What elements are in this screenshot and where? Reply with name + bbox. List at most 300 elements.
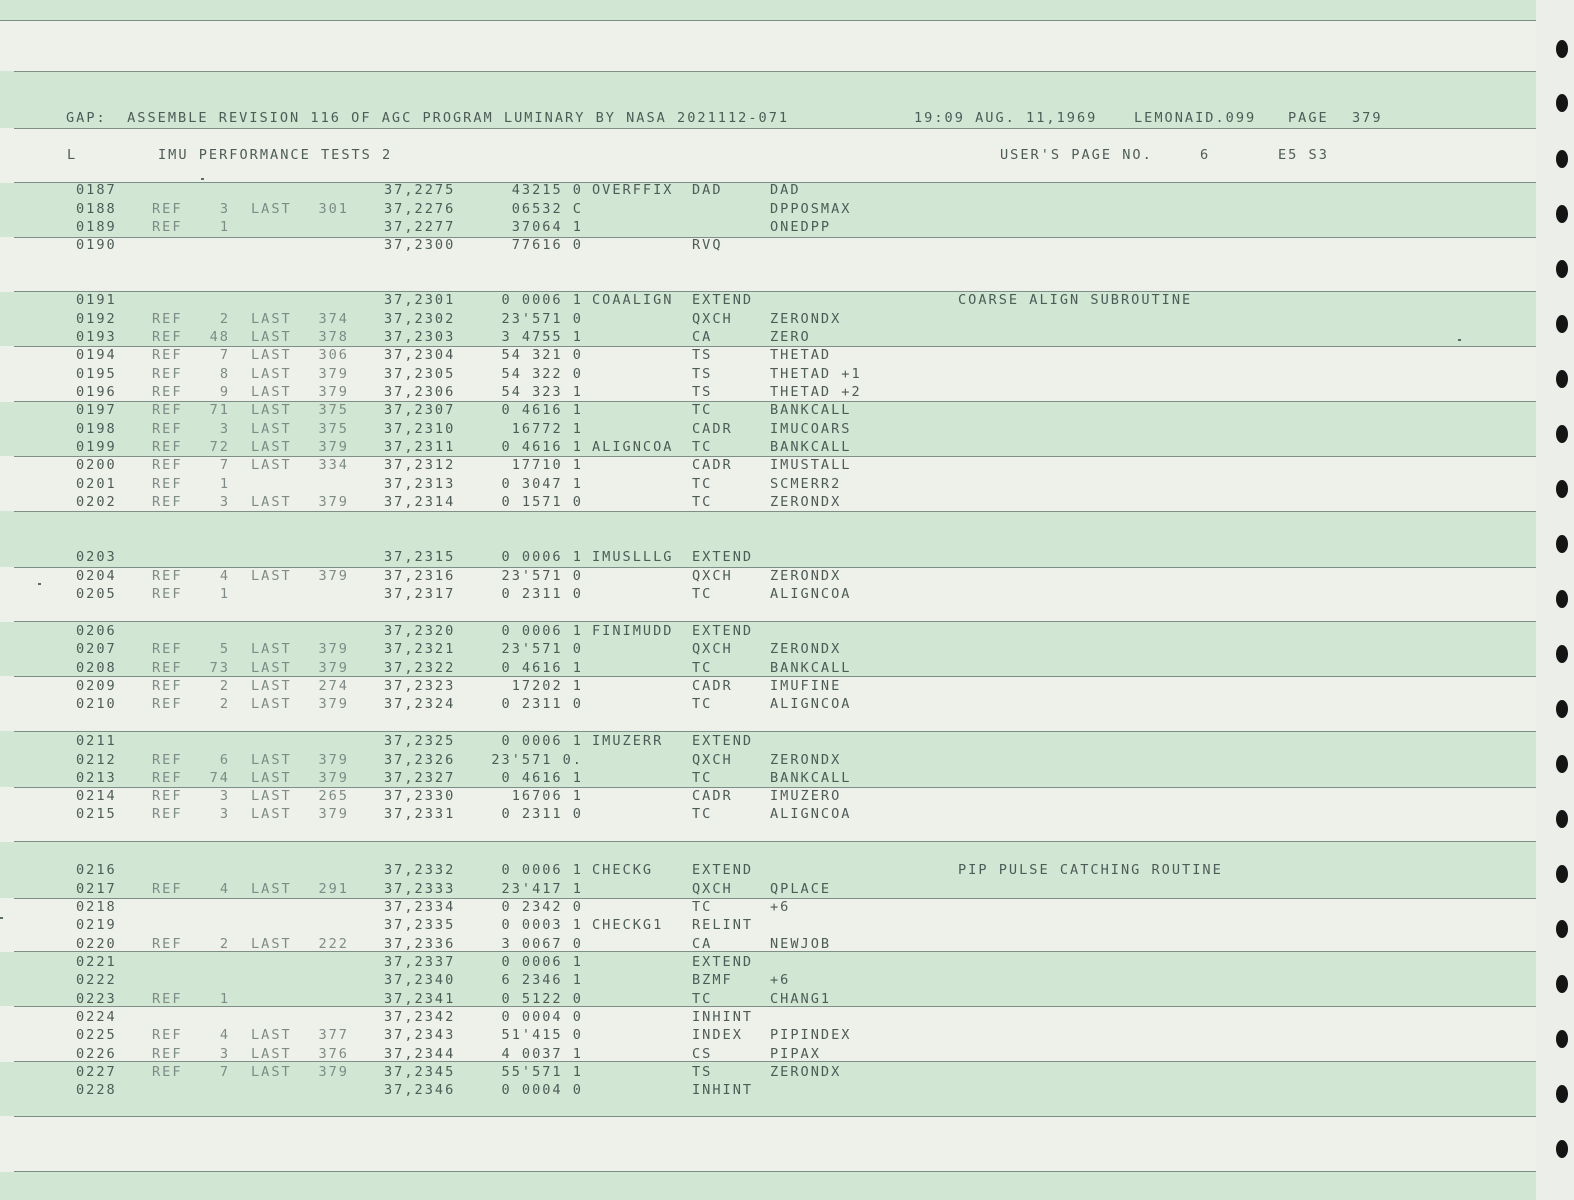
last-page: 379 xyxy=(318,806,349,822)
opcode: EXTEND xyxy=(692,292,754,308)
tractor-feed-strip xyxy=(1536,0,1574,1200)
line-number: 0187 xyxy=(76,182,117,198)
last-page: 376 xyxy=(318,1046,349,1062)
last-marker: LAST xyxy=(251,201,292,217)
line-number: 0218 xyxy=(76,899,117,915)
address: 37,2314 xyxy=(384,494,456,510)
object-code: 0 2311 0 xyxy=(501,696,583,712)
object-code: 23'417 1 xyxy=(501,881,583,897)
last-page: 291 xyxy=(318,881,349,897)
ref-marker: REF xyxy=(152,881,183,897)
object-code: 4 0037 1 xyxy=(501,1046,583,1062)
ref-count: 8 xyxy=(219,366,230,382)
opcode: CADR xyxy=(692,421,733,437)
line-number: 0211 xyxy=(76,733,117,749)
address: 37,2341 xyxy=(384,991,456,1007)
feed-hole xyxy=(1556,480,1568,498)
last-page: 379 xyxy=(318,1064,349,1080)
last-marker: LAST xyxy=(251,421,292,437)
green-bar xyxy=(0,183,1536,237)
green-bar xyxy=(0,622,1536,676)
last-marker: LAST xyxy=(251,752,292,768)
address: 37,2340 xyxy=(384,972,456,988)
ref-marker: REF xyxy=(152,402,183,418)
address: 37,2320 xyxy=(384,623,456,639)
object-code: 6 2346 1 xyxy=(501,972,583,988)
address: 37,2313 xyxy=(384,476,456,492)
object-code: 0 0006 1 xyxy=(501,549,583,565)
object-code: 43215 0 xyxy=(511,182,583,198)
ref-count: 72 xyxy=(209,439,230,455)
ref-marker: REF xyxy=(152,660,183,676)
feed-hole xyxy=(1556,315,1568,333)
object-code: 0 4616 1 xyxy=(501,402,583,418)
line-number: 0193 xyxy=(76,329,117,345)
object-code: 0 2311 0 xyxy=(501,586,583,602)
address: 37,2326 xyxy=(384,752,456,768)
opcode: INHINT xyxy=(692,1082,754,1098)
last-marker: LAST xyxy=(251,568,292,584)
opcode: TC xyxy=(692,899,713,915)
ref-count: 1 xyxy=(219,476,230,492)
listing-title: GAP: ASSEMBLE REVISION 116 OF AGC PROGRAM LUMINARY BY NASA 2021112-071 xyxy=(66,110,790,126)
ref-marker: REF xyxy=(152,329,183,345)
ref-count: 1 xyxy=(219,219,230,235)
last-marker: LAST xyxy=(251,788,292,804)
green-bar xyxy=(0,1062,1536,1116)
ref-marker: REF xyxy=(152,1027,183,1043)
feed-hole xyxy=(1556,1085,1568,1103)
object-code: 51'415 0 xyxy=(501,1027,583,1043)
line-number: 0212 xyxy=(76,752,117,768)
green-bar xyxy=(0,511,1536,567)
user-page-number: 6 xyxy=(1200,147,1211,163)
object-code: 06532 C xyxy=(511,201,583,217)
symbol-label: ALIGNCOA xyxy=(592,439,674,455)
opcode: TS xyxy=(692,347,713,363)
opcode: QXCH xyxy=(692,752,733,768)
ref-count: 5 xyxy=(219,641,230,657)
last-marker: LAST xyxy=(251,439,292,455)
opcode: TS xyxy=(692,384,713,400)
feed-hole xyxy=(1556,755,1568,773)
feed-hole xyxy=(1556,865,1568,883)
ref-marker: REF xyxy=(152,439,183,455)
green-bar xyxy=(0,952,1536,1006)
opcode: TC xyxy=(692,806,713,822)
last-marker: LAST xyxy=(251,311,292,327)
address: 37,2276 xyxy=(384,201,456,217)
symbol-label: FINIMUDD xyxy=(592,623,674,639)
address: 37,2337 xyxy=(384,954,456,970)
ref-marker: REF xyxy=(152,494,183,510)
object-code: 23'571 0 xyxy=(501,311,583,327)
ref-count: 1 xyxy=(219,991,230,1007)
last-page: 377 xyxy=(318,1027,349,1043)
ref-marker: REF xyxy=(152,936,183,952)
green-bar xyxy=(0,0,1536,20)
operand: IMUZERO xyxy=(770,788,842,804)
last-marker: LAST xyxy=(251,641,292,657)
last-page: 379 xyxy=(318,696,349,712)
address: 37,2304 xyxy=(384,347,456,363)
ref-count: 6 xyxy=(219,752,230,768)
object-code: 0 1571 0 xyxy=(501,494,583,510)
line-number: 0224 xyxy=(76,1009,117,1025)
address: 37,2301 xyxy=(384,292,456,308)
operand: ALIGNCOA xyxy=(770,586,852,602)
ref-marker: REF xyxy=(152,752,183,768)
operand: ALIGNCOA xyxy=(770,696,852,712)
feed-hole xyxy=(1556,150,1568,168)
operand: +6 xyxy=(770,972,791,988)
opcode: QXCH xyxy=(692,641,733,657)
object-code: 0 0003 1 xyxy=(501,917,583,933)
line-number: 0195 xyxy=(76,366,117,382)
last-page: 375 xyxy=(318,402,349,418)
ref-count: 1 xyxy=(219,586,230,602)
opcode: TC xyxy=(692,696,713,712)
ref-marker: REF xyxy=(152,788,183,804)
section-title: IMU PERFORMANCE TESTS 2 xyxy=(158,147,393,163)
ref-marker: REF xyxy=(152,347,183,363)
address: 37,2315 xyxy=(384,549,456,565)
line-number: 0197 xyxy=(76,402,117,418)
line-number: 0208 xyxy=(76,660,117,676)
address: 37,2323 xyxy=(384,678,456,694)
object-code: 0 3047 1 xyxy=(501,476,583,492)
last-marker: LAST xyxy=(251,1064,292,1080)
address: 37,2300 xyxy=(384,237,456,253)
last-page: 375 xyxy=(318,421,349,437)
opcode: CADR xyxy=(692,788,733,804)
last-page: 379 xyxy=(318,366,349,382)
feed-hole xyxy=(1556,920,1568,938)
feed-hole xyxy=(1556,40,1568,58)
line-number: 0200 xyxy=(76,457,117,473)
opcode: INHINT xyxy=(692,1009,754,1025)
ref-marker: REF xyxy=(152,678,183,694)
line-number: 0198 xyxy=(76,421,117,437)
opcode: CS xyxy=(692,1046,713,1062)
ref-count: 7 xyxy=(219,457,230,473)
line-number: 0206 xyxy=(76,623,117,639)
object-code: 0 0006 1 xyxy=(501,954,583,970)
feed-hole xyxy=(1556,700,1568,718)
object-code: 77616 0 xyxy=(511,237,583,253)
address: 37,2344 xyxy=(384,1046,456,1062)
opcode: TC xyxy=(692,770,713,786)
ref-count: 4 xyxy=(219,568,230,584)
last-marker: LAST xyxy=(251,881,292,897)
line-number: 0215 xyxy=(76,806,117,822)
address: 37,2345 xyxy=(384,1064,456,1080)
operand: ALIGNCOA xyxy=(770,806,852,822)
object-code: 0 4616 1 xyxy=(501,439,583,455)
address: 37,2336 xyxy=(384,936,456,952)
operand: BANKCALL xyxy=(770,439,852,455)
address: 37,2343 xyxy=(384,1027,456,1043)
object-code: 17710 1 xyxy=(511,457,583,473)
object-code: 0 2311 0 xyxy=(501,806,583,822)
line-number: 0189 xyxy=(76,219,117,235)
last-page: 306 xyxy=(318,347,349,363)
last-marker: LAST xyxy=(251,384,292,400)
operand: THETAD +1 xyxy=(770,366,862,382)
opcode: EXTEND xyxy=(692,733,754,749)
last-marker: LAST xyxy=(251,402,292,418)
ref-count: 71 xyxy=(209,402,230,418)
feed-hole xyxy=(1556,1140,1568,1158)
object-code: 3 4755 1 xyxy=(501,329,583,345)
address: 37,2330 xyxy=(384,788,456,804)
line-number: 0227 xyxy=(76,1064,117,1080)
address: 37,2303 xyxy=(384,329,456,345)
opcode: TC xyxy=(692,586,713,602)
green-bar xyxy=(0,1172,1536,1200)
opcode: TC xyxy=(692,476,713,492)
last-page: 379 xyxy=(318,568,349,584)
comment: PIP PULSE CATCHING ROUTINE xyxy=(958,862,1223,878)
ref-marker: REF xyxy=(152,384,183,400)
last-marker: LAST xyxy=(251,696,292,712)
feed-hole xyxy=(1556,260,1568,278)
address: 37,2325 xyxy=(384,733,456,749)
last-marker: LAST xyxy=(251,936,292,952)
object-code: 17202 1 xyxy=(511,678,583,694)
opcode: EXTEND xyxy=(692,954,754,970)
ref-count: 3 xyxy=(219,788,230,804)
object-code: 3 0067 0 xyxy=(501,936,583,952)
address: 37,2307 xyxy=(384,402,456,418)
listing-id: LEMONAID.099 xyxy=(1134,110,1257,126)
ref-marker: REF xyxy=(152,311,183,327)
ref-marker: REF xyxy=(152,476,183,492)
operand: DAD xyxy=(770,182,801,198)
ref-marker: REF xyxy=(152,770,183,786)
line-number: 0210 xyxy=(76,696,117,712)
opcode: QXCH xyxy=(692,881,733,897)
section-code: L xyxy=(67,147,78,163)
ref-count: 3 xyxy=(219,806,230,822)
feed-hole xyxy=(1556,1030,1568,1048)
address: 37,2306 xyxy=(384,384,456,400)
page-label: PAGE xyxy=(1288,110,1329,126)
address: 37,2333 xyxy=(384,881,456,897)
opcode: BZMF xyxy=(692,972,733,988)
operand: ZERONDX xyxy=(770,752,842,768)
opcode: RVQ xyxy=(692,237,723,253)
address: 37,2310 xyxy=(384,421,456,437)
ref-marker: REF xyxy=(152,696,183,712)
last-page: 265 xyxy=(318,788,349,804)
object-code: 23'571 0 xyxy=(501,641,583,657)
opcode: CA xyxy=(692,329,713,345)
object-code: 23'571 0 xyxy=(501,568,583,584)
operand: THETAD xyxy=(770,347,832,363)
operand: DPPOSMAX xyxy=(770,201,852,217)
object-code: 0 4616 1 xyxy=(501,660,583,676)
ref-count: 2 xyxy=(219,696,230,712)
ref-count: 73 xyxy=(209,660,230,676)
ref-count: 4 xyxy=(219,881,230,897)
last-marker: LAST xyxy=(251,806,292,822)
operand: SCMERR2 xyxy=(770,476,842,492)
last-marker: LAST xyxy=(251,347,292,363)
last-marker: LAST xyxy=(251,457,292,473)
last-marker: LAST xyxy=(251,678,292,694)
object-code: 37064 1 xyxy=(511,219,583,235)
ref-marker: REF xyxy=(152,201,183,217)
symbol-label: IMUZERR xyxy=(592,733,664,749)
address: 37,2321 xyxy=(384,641,456,657)
ref-count: 4 xyxy=(219,1027,230,1043)
operand: PIPINDEX xyxy=(770,1027,852,1043)
opcode: EXTEND xyxy=(692,862,754,878)
operand: BANKCALL xyxy=(770,402,852,418)
address: 37,2305 xyxy=(384,366,456,382)
operand: IMUFINE xyxy=(770,678,842,694)
last-marker: LAST xyxy=(251,494,292,510)
operand: PIPAX xyxy=(770,1046,821,1062)
ref-marker: REF xyxy=(152,991,183,1007)
object-code: 0 0004 0 xyxy=(501,1009,583,1025)
ref-marker: REF xyxy=(152,457,183,473)
feed-hole xyxy=(1556,590,1568,608)
ref-marker: REF xyxy=(152,641,183,657)
ref-marker: REF xyxy=(152,219,183,235)
address: 37,2346 xyxy=(384,1082,456,1098)
ref-marker: REF xyxy=(152,806,183,822)
object-code: 54 323 1 xyxy=(501,384,583,400)
last-marker: LAST xyxy=(251,660,292,676)
ref-count: 2 xyxy=(219,678,230,694)
line-number: 0199 xyxy=(76,439,117,455)
line-number: 0190 xyxy=(76,237,117,253)
opcode: TC xyxy=(692,660,713,676)
object-code: 0 0006 1 xyxy=(501,733,583,749)
last-page: 379 xyxy=(318,494,349,510)
feed-hole xyxy=(1556,425,1568,443)
symbol-label: COAALIGN xyxy=(592,292,674,308)
opcode: EXTEND xyxy=(692,549,754,565)
last-page: 379 xyxy=(318,660,349,676)
object-code: 0 2342 0 xyxy=(501,899,583,915)
ref-count: 48 xyxy=(209,329,230,345)
opcode: QXCH xyxy=(692,311,733,327)
ref-marker: REF xyxy=(152,421,183,437)
ref-count: 3 xyxy=(219,1046,230,1062)
opcode: CADR xyxy=(692,457,733,473)
line-number: 0209 xyxy=(76,678,117,694)
object-code: 0 0004 0 xyxy=(501,1082,583,1098)
ref-count: 3 xyxy=(219,201,230,217)
operand: CHANG1 xyxy=(770,991,832,1007)
ref-count: 3 xyxy=(219,494,230,510)
object-code: 0 0006 1 xyxy=(501,292,583,308)
feed-hole xyxy=(1556,975,1568,993)
object-code: 23'571 0. xyxy=(491,752,583,768)
operand: ZERONDX xyxy=(770,1064,842,1080)
operand: BANKCALL xyxy=(770,770,852,786)
line-number: 0194 xyxy=(76,347,117,363)
feed-hole xyxy=(1556,94,1568,112)
line-number: 0207 xyxy=(76,641,117,657)
feed-hole xyxy=(1556,810,1568,828)
last-page: 379 xyxy=(318,752,349,768)
last-page: 222 xyxy=(318,936,349,952)
line-number: 0201 xyxy=(76,476,117,492)
line-number: 0225 xyxy=(76,1027,117,1043)
feed-hole xyxy=(1556,645,1568,663)
last-page: 379 xyxy=(318,641,349,657)
ref-count: 9 xyxy=(219,384,230,400)
opcode: TC xyxy=(692,402,713,418)
last-marker: LAST xyxy=(251,1046,292,1062)
operand: NEWJOB xyxy=(770,936,832,952)
line-number: 0196 xyxy=(76,384,117,400)
address: 37,2324 xyxy=(384,696,456,712)
symbol-label: OVERFFIX xyxy=(592,182,674,198)
opcode: INDEX xyxy=(692,1027,743,1043)
operand: QPLACE xyxy=(770,881,832,897)
object-code: 54 321 0 xyxy=(501,347,583,363)
operand: BANKCALL xyxy=(770,660,852,676)
opcode: EXTEND xyxy=(692,623,754,639)
opcode: CA xyxy=(692,936,713,952)
listing-timestamp: 19:09 AUG. 11,1969 xyxy=(914,110,1098,126)
line-number: 0217 xyxy=(76,881,117,897)
symbol-label: CHECKG xyxy=(592,862,654,878)
operand: +6 xyxy=(770,899,791,915)
page-number: 379 xyxy=(1352,110,1383,126)
ref-count: 2 xyxy=(219,311,230,327)
feed-hole xyxy=(1556,535,1568,553)
line-number: 0216 xyxy=(76,862,117,878)
address: 37,2312 xyxy=(384,457,456,473)
object-code: 0 0006 1 xyxy=(501,862,583,878)
object-code: 0 5122 0 xyxy=(501,991,583,1007)
sheet-code: E5 S3 xyxy=(1278,147,1329,163)
last-marker: LAST xyxy=(251,366,292,382)
line-number: 0214 xyxy=(76,788,117,804)
operand: IMUCOARS xyxy=(770,421,852,437)
last-page: 378 xyxy=(318,329,349,345)
green-bar xyxy=(0,731,1536,787)
opcode: TC xyxy=(692,991,713,1007)
address: 37,2322 xyxy=(384,660,456,676)
operand: ONEDPP xyxy=(770,219,832,235)
green-bar xyxy=(0,402,1536,456)
operand: ZERONDX xyxy=(770,311,842,327)
ref-marker: REF xyxy=(152,568,183,584)
ref-count: 7 xyxy=(219,1064,230,1080)
line-number: 0203 xyxy=(76,549,117,565)
last-page: 379 xyxy=(318,439,349,455)
operand: THETAD +2 xyxy=(770,384,862,400)
address: 37,2302 xyxy=(384,311,456,327)
ref-marker: REF xyxy=(152,586,183,602)
line-number: 0219 xyxy=(76,917,117,933)
feed-hole xyxy=(1556,370,1568,388)
opcode: TS xyxy=(692,366,713,382)
object-code: 16772 1 xyxy=(511,421,583,437)
last-marker: LAST xyxy=(251,770,292,786)
address: 37,2327 xyxy=(384,770,456,786)
address: 37,2275 xyxy=(384,182,456,198)
user-page-label: USER'S PAGE NO. xyxy=(1000,147,1153,163)
operand: ZERONDX xyxy=(770,494,842,510)
